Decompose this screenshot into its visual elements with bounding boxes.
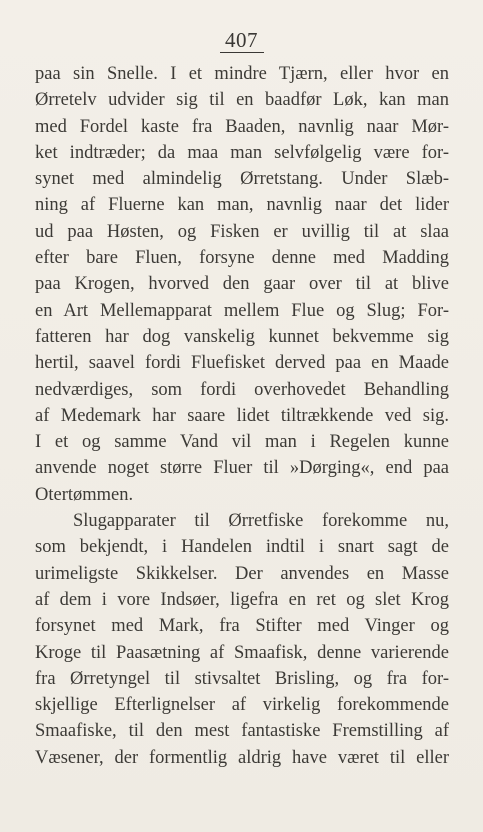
body-text [35,61,449,771]
text-line: Slugapparater til Ørretfiske forekomme nu, [73,511,449,532]
text-line: skjellige Efterlignelser af virkelig forekommende [35,695,449,716]
text-line: urimeligste Skikkelser. Der anvendes en Masse [35,563,449,584]
text-line: paa sin Snelle. I et mindre Tjærn, eller hvor en [35,64,449,84]
text-line: Smaafiske, til den mest fantastiske Fremstilling af [35,721,449,742]
text-line: som bekjendt, i Handelen indtil i snart sagt de [35,537,449,558]
text-line: Væsener, der formentlig aldrig have været til eller [35,747,449,768]
text-line: ket indtræder; da maa man selvfølgelig være for- [35,142,449,163]
text-line: ud paa Høsten, og Fisken er uvillig til at slaa [35,221,449,242]
text-line: Ørretelv udvider sig til en baadfør Løk, kan man [35,90,449,111]
page-number-underline [220,52,264,53]
text-line: Kroge til Paasætning af Smaafisk, denne varierende [35,642,449,663]
text-line: forsynet med Mark, fra Stifter med Vinger og [35,616,449,637]
text-line: af Medemark har saare lidet tiltrækkende ved sig. [35,405,449,426]
text-line: en Art Mellemapparat mellem Flue og Slug; For- [35,300,449,321]
text-line: fra Ørretyngel til stivsaltet Brisling, og fra for- [35,668,449,689]
text-line: hertil, saavel fordi Fluefisket derved paa en Maade [35,353,449,374]
text-line: I et og samme Vand vil man i Regelen kunne [35,432,449,453]
text-line: efter bare Fluen, forsyne denne med Madding [35,248,449,269]
text-line: synet med almindelig Ørretstang. Under Slæb- [35,169,449,190]
text-line: med Fordel kaste fra Baaden, navnlig naar Mør- [35,116,449,137]
page-number: 407 [225,28,258,52]
text-line: nedværdiges, som fordi overhovedet Behandling [35,379,449,400]
text-line: fatteren har dog vanskelig kunnet bekvemme sig [35,326,449,347]
text-line: af dem i vore Indsøer, ligefra en ret og slet Krog [35,589,449,610]
text-line: Otertømmen. [35,484,134,505]
text-line: paa Krogen, hvorved den gaar over til at blive [35,274,449,295]
text-line: anvende noget større Fluer til »Dørging«, end paa [35,458,449,479]
text-line: ning af Fluerne kan man, navnlig naar det lider [35,195,449,216]
